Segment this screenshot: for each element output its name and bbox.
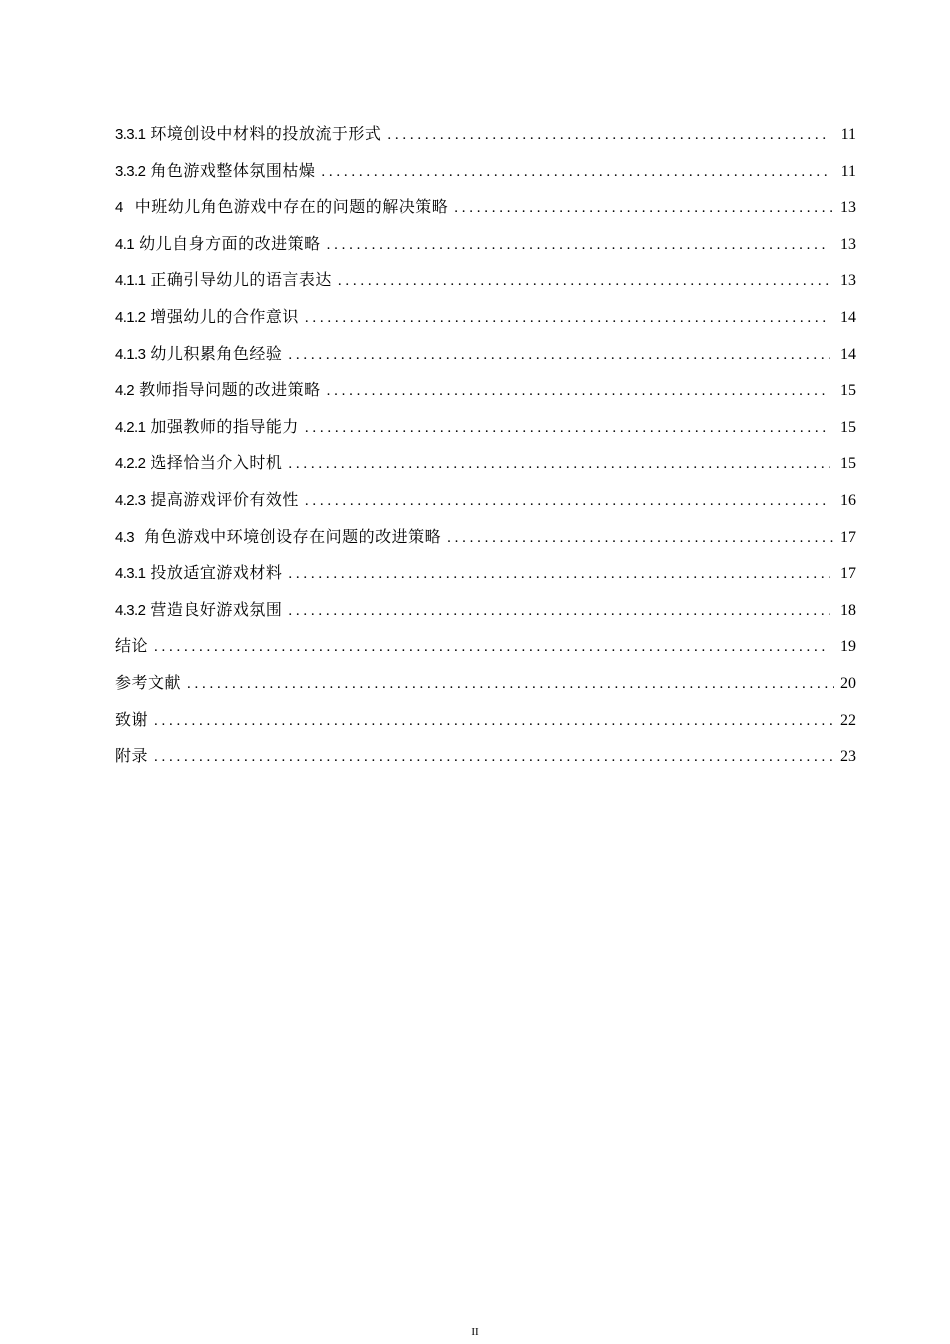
toc-entry[interactable] [115, 523, 856, 560]
toc-entry-title: 结论 [115, 636, 149, 656]
toc-dot-leader [288, 450, 830, 478]
toc-entry-title: 营造良好游戏氛围 [150, 599, 283, 619]
toc-dot-leader [154, 707, 834, 735]
toc-entry[interactable] [115, 486, 856, 523]
toc-entry-page: 14 [840, 308, 856, 326]
toc-entry-title: 提高游戏评价有效性 [150, 489, 299, 509]
toc-entry-number: 4.1 [115, 235, 135, 253]
toc-entry-page: 16 [840, 491, 856, 509]
toc-entry-title: 角色游戏整体氛围枯燥 [150, 160, 316, 180]
toc-entry-title: 幼儿自身方面的改进策略 [139, 233, 321, 253]
toc-entry[interactable] [115, 230, 856, 267]
page-number-footer: II [471, 1326, 479, 1338]
toc-entry-number: 4.3.1 [115, 565, 146, 583]
toc-entry-title: 致谢 [115, 709, 149, 729]
toc-entry[interactable] [115, 340, 856, 377]
toc-entry-number: 4.2 [115, 382, 135, 400]
toc-entry-title: 投放适宜游戏材料 [150, 563, 283, 583]
toc-dot-leader [288, 597, 830, 625]
toc-entry-page: 15 [840, 455, 856, 473]
toc-dot-leader [454, 194, 834, 222]
toc-entry[interactable] [115, 413, 856, 450]
toc-entry[interactable] [115, 157, 856, 194]
toc-entry[interactable] [115, 449, 856, 486]
toc-dot-leader [327, 377, 830, 405]
toc-entry-number: 4.1.1 [115, 272, 146, 290]
toc-entry-page: 17 [840, 528, 856, 546]
toc-dot-leader [288, 560, 830, 588]
toc-entry-number: 4.1.2 [115, 308, 146, 326]
toc-entry-title: 幼儿积累角色经验 [150, 343, 283, 363]
toc-entry-number: 4.3 [115, 528, 135, 546]
table-of-contents [115, 120, 856, 779]
toc-dot-leader [187, 670, 834, 698]
toc-entry-page: 18 [840, 601, 856, 619]
toc-entry[interactable] [115, 120, 856, 157]
toc-entry-title: 参考文献 [115, 672, 182, 692]
toc-dot-leader [327, 231, 830, 259]
toc-dot-leader [305, 304, 830, 332]
toc-entry[interactable] [115, 303, 856, 340]
toc-entry-number: 4 [115, 199, 123, 217]
toc-entry-page: 19 [840, 638, 856, 656]
toc-entry-title: 正确引导幼儿的语言表达 [150, 270, 332, 290]
toc-entry-number: 4.1.3 [115, 345, 146, 363]
toc-entry[interactable] [115, 376, 856, 413]
toc-entry-page: 20 [840, 674, 856, 692]
toc-entry-title: 中班幼儿角色游戏中存在的问题的解决策略 [134, 197, 449, 217]
toc-entry-title: 环境创设中材料的投放流于形式 [150, 124, 382, 143]
toc-dot-leader [321, 158, 830, 186]
toc-entry[interactable] [115, 266, 856, 303]
toc-entry-page: 13 [840, 235, 856, 253]
toc-entry-page: 23 [840, 748, 856, 766]
toc-entry[interactable] [115, 706, 856, 743]
toc-entry-number: 4.2.1 [115, 418, 146, 436]
toc-entry-page: 17 [840, 565, 856, 583]
toc-dot-leader [305, 487, 830, 515]
toc-entry-page: 13 [840, 199, 856, 217]
toc-entry-title: 加强教师的指导能力 [150, 416, 299, 436]
toc-entry[interactable] [115, 742, 856, 779]
toc-dot-leader [387, 121, 830, 149]
toc-entry-number: 3.3.1 [115, 126, 146, 143]
toc-entry-title: 教师指导问题的改进策略 [139, 380, 321, 400]
toc-entry[interactable] [115, 669, 856, 706]
toc-dot-leader [447, 524, 834, 552]
toc-entry-title: 选择恰当介入时机 [150, 453, 283, 473]
toc-entry-title: 附录 [115, 746, 149, 766]
toc-entry-title: 角色游戏中环境创设存在问题的改进策略 [144, 526, 442, 546]
toc-entry-page: 11 [840, 126, 856, 143]
toc-dot-leader [288, 341, 830, 369]
toc-entry-number: 4.2.3 [115, 491, 146, 509]
toc-dot-leader [338, 267, 830, 295]
toc-entry-page: 14 [840, 345, 856, 363]
toc-entry-page: 22 [840, 711, 856, 729]
toc-entry-title: 增强幼儿的合作意识 [150, 306, 299, 326]
toc-entry[interactable] [115, 596, 856, 633]
toc-entry-page: 11 [840, 162, 856, 180]
toc-entry-page: 15 [840, 418, 856, 436]
toc-entry-number: 3.3.2 [115, 162, 146, 180]
toc-entry-page: 15 [840, 382, 856, 400]
toc-entry[interactable] [115, 559, 856, 596]
toc-entry[interactable] [115, 632, 856, 669]
toc-entry-page: 13 [840, 272, 856, 290]
toc-dot-leader [154, 633, 830, 661]
toc-dot-leader [305, 414, 830, 442]
toc-entry-number: 4.2.2 [115, 455, 146, 473]
toc-entry-number: 4.3.2 [115, 601, 146, 619]
toc-entry[interactable] [115, 193, 856, 230]
toc-dot-leader [154, 743, 834, 771]
